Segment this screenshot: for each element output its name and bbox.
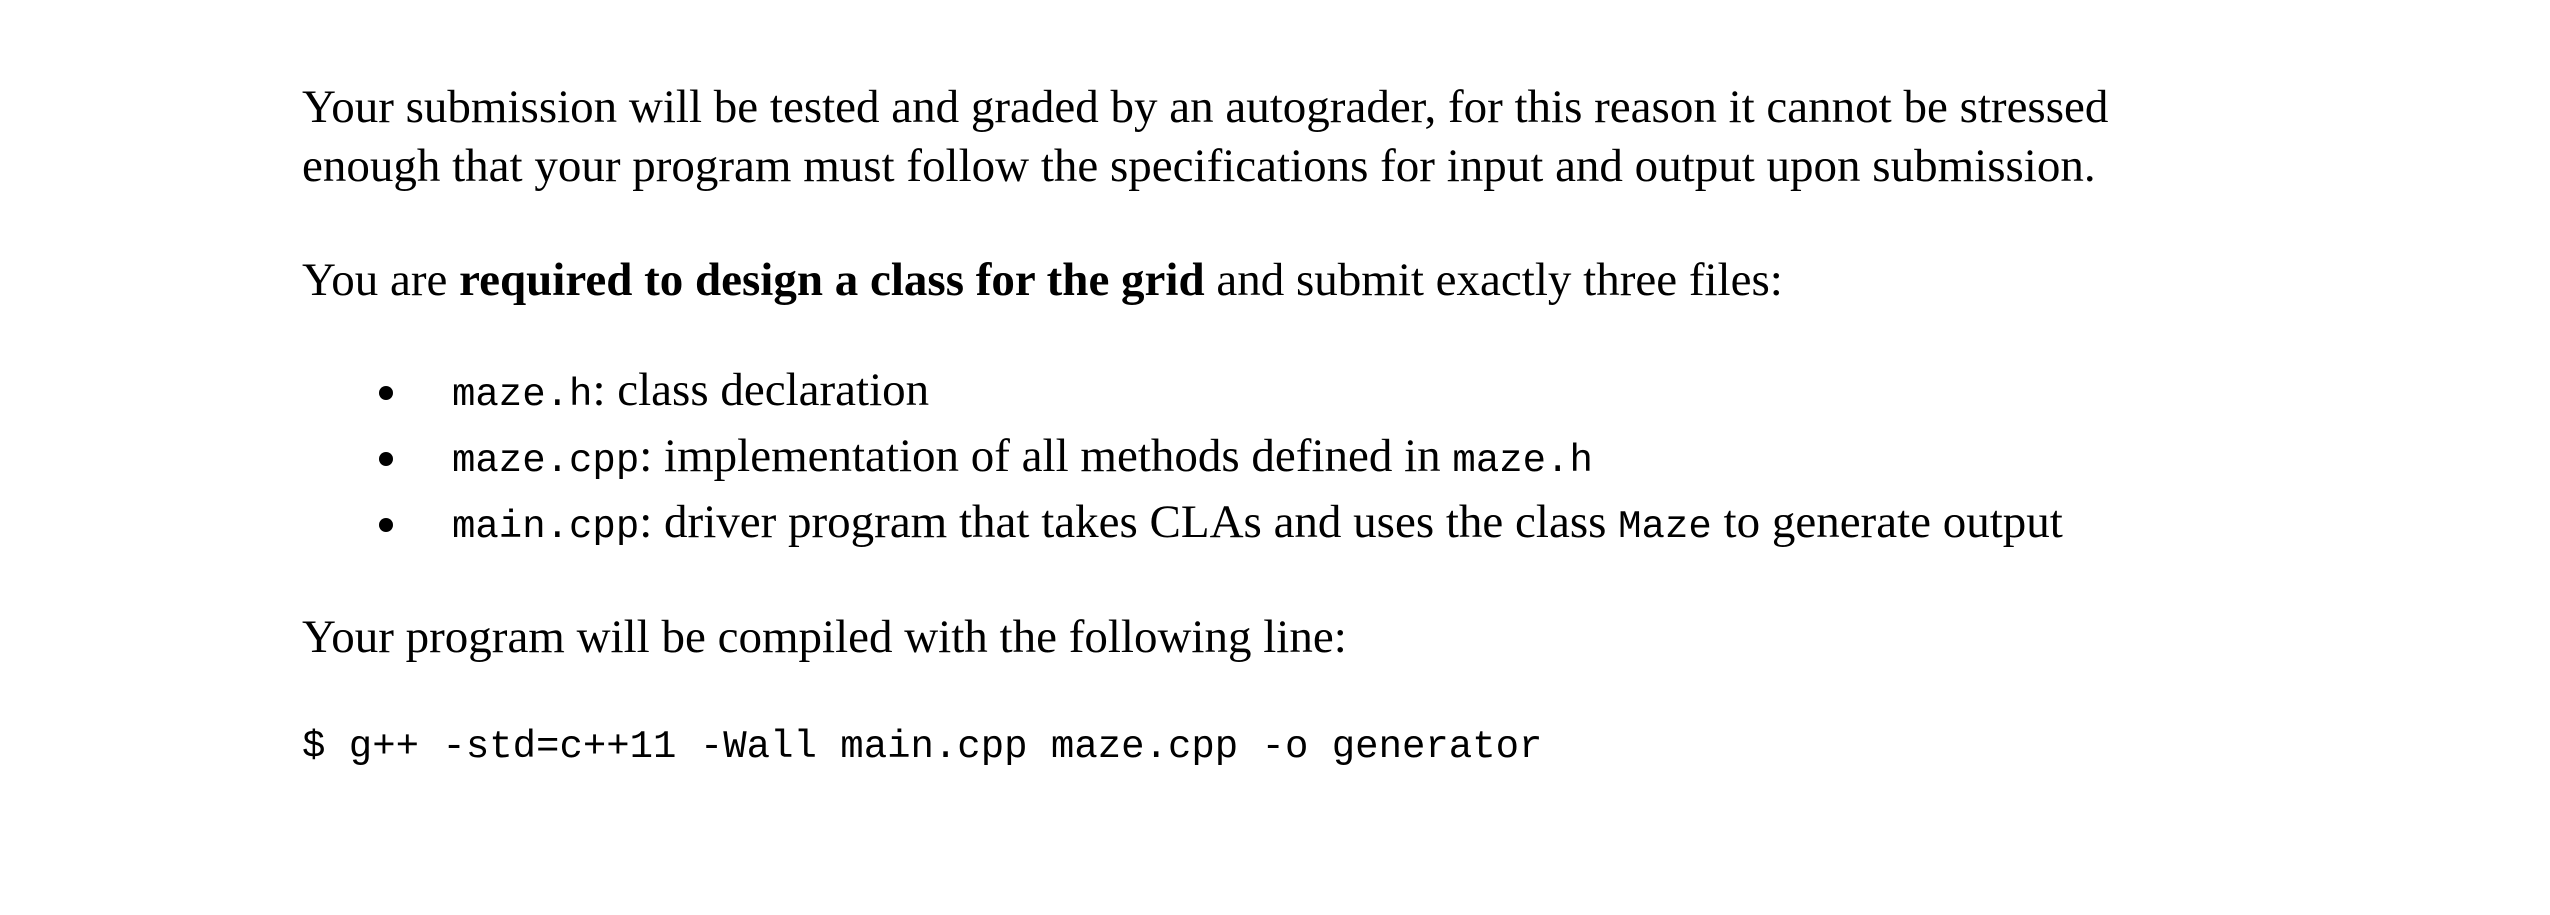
compile-intro: Your program will be compiled with the following line: [302, 611, 1347, 663]
bullet-icon [379, 386, 393, 400]
intro-line-2: enough that your program must follow the specifications for input and output upon submission. [302, 140, 2096, 192]
list-item [302, 426, 2302, 492]
requirement-paragraph [302, 251, 2302, 310]
list-item [302, 360, 2302, 426]
file-name: main.cpp [452, 505, 640, 549]
file-name: maze.h [452, 373, 593, 417]
intro-paragraph [302, 78, 2302, 196]
requirement-bold: required to design a class for the grid [459, 254, 1205, 306]
file-description-end: to generate output [1711, 496, 2063, 548]
requirement-prefix: You are [302, 254, 460, 306]
inline-code: Maze [1618, 505, 1712, 549]
list-item [302, 492, 2302, 558]
requirement-suffix: and submit exactly three files: [1204, 254, 1783, 306]
intro-line-1: Your submission will be tested and graded by an autograder, for this reason it cannot be stressed [302, 81, 2109, 133]
bullet-icon [379, 452, 393, 466]
bullet-icon [379, 518, 393, 532]
file-description: : driver program that takes CLAs and uses the class [639, 496, 1619, 548]
file-name: maze.cpp [452, 439, 640, 483]
compile-command: $ g++ -std=c++11 -Wall main.cpp maze.cpp -o generator [302, 725, 1543, 769]
file-description: : class declaration [592, 364, 930, 416]
inline-code: maze.h [1452, 439, 1593, 483]
file-list [302, 360, 2302, 558]
file-description: : implementation of all methods defined in [639, 430, 1453, 482]
document-body [302, 78, 2302, 772]
